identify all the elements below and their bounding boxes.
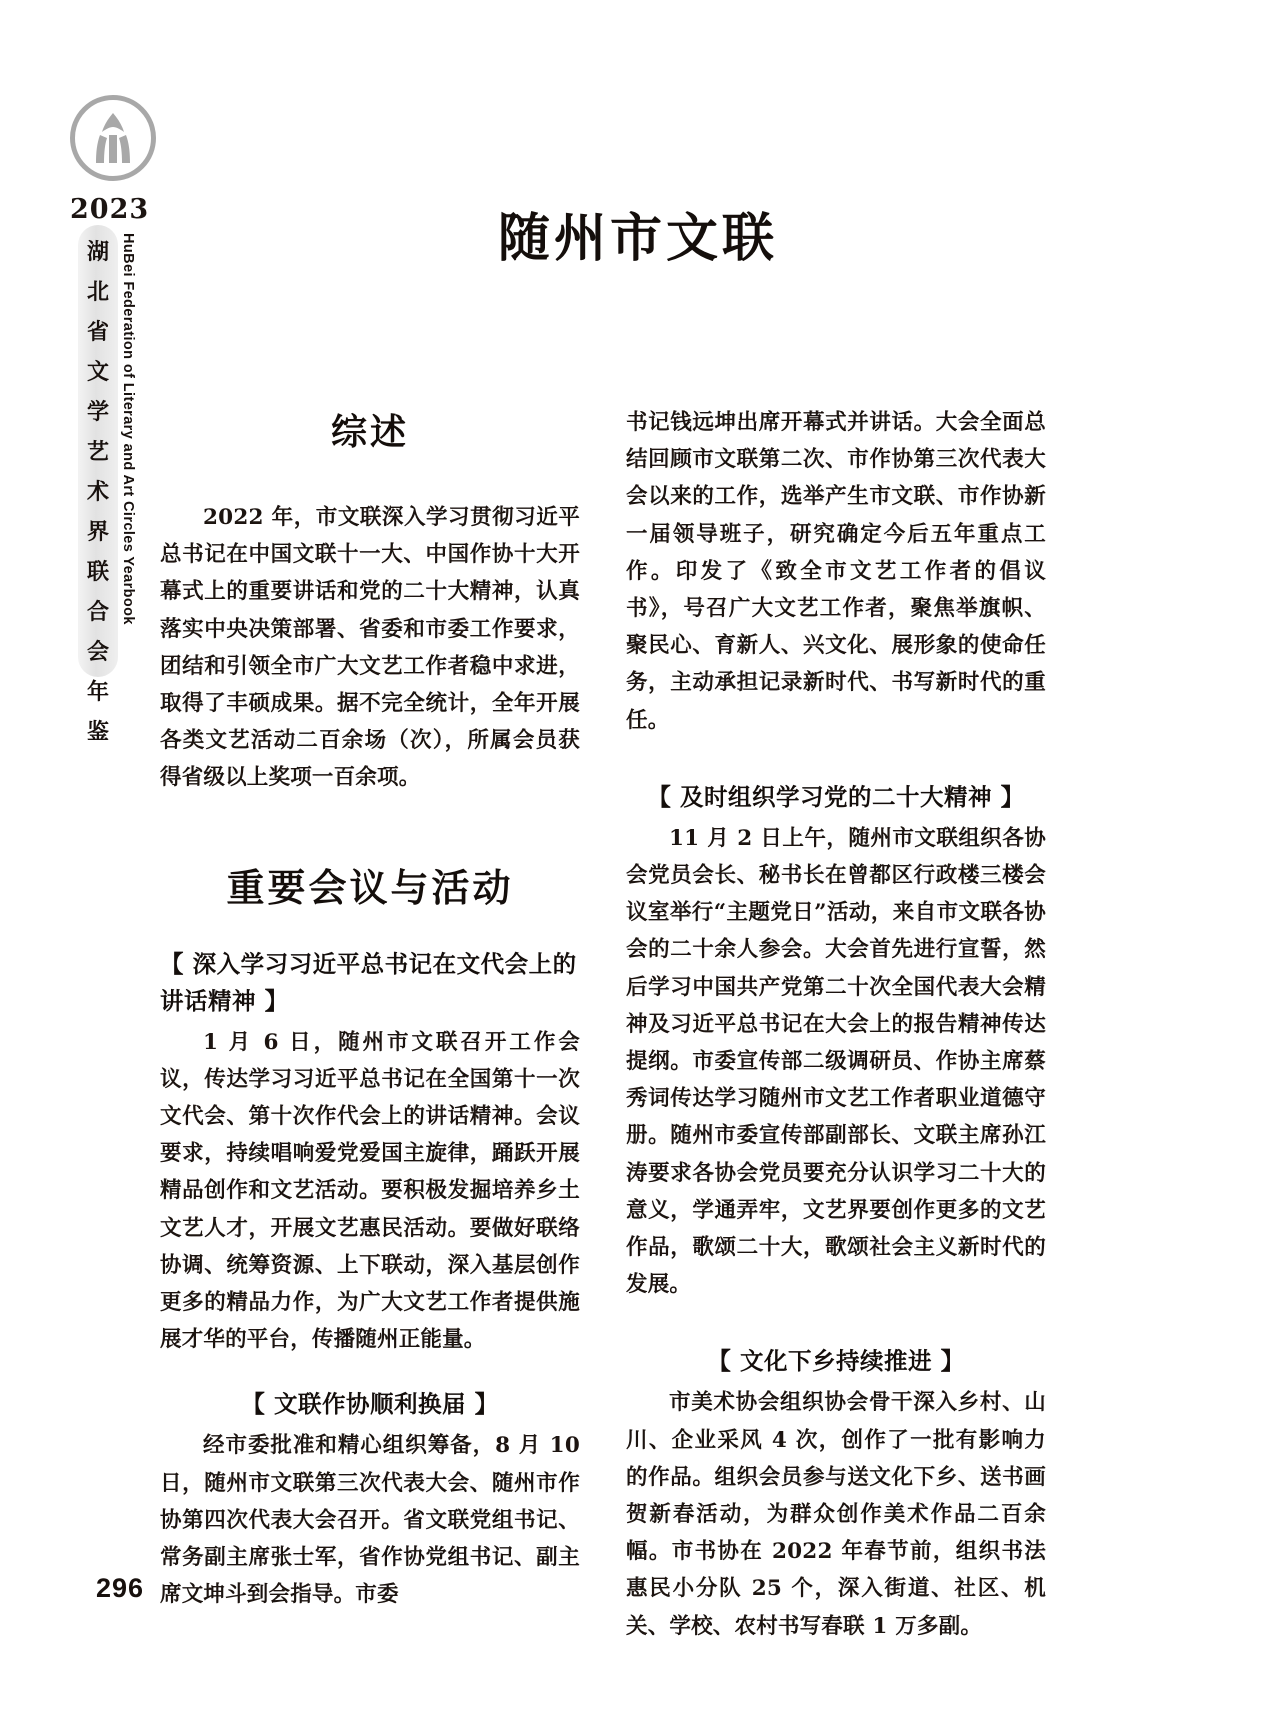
subsection-heading-3: 【 文化下乡持续推进 】 bbox=[707, 1347, 965, 1376]
page-number: 296 bbox=[96, 1573, 145, 1603]
page-title: 随州市文联 bbox=[497, 208, 778, 269]
spine-title-char: 会 bbox=[86, 640, 109, 665]
continuation-paragraph: 书记钱远坤出席开幕式并讲话。大会全面总结回顾市文联第二次、市作协第三次代表大会以来的工作，选举产生市文联、市作协新一届领导班子，研究确定今后五年重点工作。印发了《致全市文艺工作者的倡议书》，号召广大文艺工作者，聚焦举旗帜、聚民心、育新人、兴文化、展形象的使命任务，主动承担记录新时代、书写新时代的重任。 bbox=[626, 410, 1046, 733]
spine-title-char: 界 bbox=[86, 520, 109, 545]
subsection-paragraph-2: 11 月 2 日上午，随州市文联组织各协会党员会长、秘书长在曾都区行政楼三楼会议室举行“主题党日”活动，来自市文联各协会的二十余人参会。大会首先进行宣誓，然后学习中国共产党第二十次全国代表大会精神及习近平总书记在大会上的报告精神传达提纲。市委宣传部二级调研员、作协主席蔡秀词传达学习随州市文艺工作者职业道德守册。随州市委宣传部副部长、文联主席孙江涛要求各协会党员要充分认识学习二十大的意义，学通弄牢，文艺界要创作更多的文艺作品，歌颂二十大，歌颂社会主义新时代的发展。 bbox=[626, 825, 1046, 1298]
overview-paragraph: 2022 年，市文联深入学习贯彻习近平总书记在中国文联十一大、中国作协十大开幕式上的重要讲话和党的二十大精神，认真落实中央决策部署、省委和市委工作要求，团结和引领全市广大文艺工作者稳中求进，取得了丰硕成果。据不完全统计，全年开展各类文艺活动二百余场（次），所属会员获得省级以上奖项一百余项。 bbox=[160, 505, 580, 791]
subsection-heading-2: 【 及时组织学习党的二十大精神 】 bbox=[647, 782, 1025, 811]
subsection-paragraph-1: 经市委批准和精心组织筹备，8 月 10 日，随州市文联第三次代表大会、随州市作协第四次代表大会召开。省文联党组书记、常务副主席张士军，省作协党组书记、副主席文坤斗到会指导。市委 bbox=[160, 1433, 580, 1608]
right-column bbox=[626, 404, 1046, 1655]
spacer bbox=[626, 749, 1046, 779]
subsection-paragraph-3: 市美术协会组织协会骨干深入乡村、山川、企业采风 4 次，创作了一批有影响力的作品。组织会员参与送文化下乡、送书画贺新春活动，为群众创作美术作品二百余幅。市书协在 2022 年春节前，组织书法惠民小分队 25 个，深入街道、社区、机关、学校、农村书写春联 1 万多副。 bbox=[626, 1390, 1046, 1639]
left-column bbox=[160, 404, 580, 1623]
spine-title-char: 鉴 bbox=[86, 720, 109, 745]
spine-title-char: 术 bbox=[86, 480, 109, 505]
spine-title-cn bbox=[80, 233, 116, 753]
subsection-heading-1: 【 文联作协顺利换届 】 bbox=[241, 1390, 499, 1419]
spine-title-char: 湖 bbox=[86, 240, 109, 265]
spine-title-char: 联 bbox=[86, 560, 109, 585]
spine-title-char: 年 bbox=[86, 680, 109, 705]
spine-title-char: 合 bbox=[86, 600, 109, 625]
spacer bbox=[160, 1368, 580, 1386]
spine-title-char: 省 bbox=[86, 320, 109, 345]
spine-title-char: 学 bbox=[86, 400, 109, 425]
year-label: 2023 bbox=[70, 194, 150, 225]
subsection-heading-0: 【 深入学习习近平总书记在文代会上的讲话精神 】 bbox=[160, 949, 577, 1015]
spine-title-char: 北 bbox=[86, 280, 109, 305]
heading-overview: 综述 bbox=[330, 412, 409, 453]
spine-title-en: HuBei Federation of Literary and Art Circles Yearbook bbox=[120, 233, 136, 625]
subsection-paragraph-0: 1 月 6 日，随州市文联召开工作会议，传达学习习近平总书记在全国第十一次文代会、第十次作代会上的讲话精神。会议要求，持续唱响爱党爱国主旋律，踊跃开展精品创作和文艺活动。要积极发掘培养乡土文艺人才，开展文艺惠民活动。要做好联络协调、统筹资源、上下联动，深入基层创作更多的精品力作，为广大文艺工作者提供施展才华的平台，传播随州正能量。 bbox=[160, 1029, 580, 1353]
heading-major-meetings: 重要会议与活动 bbox=[226, 865, 514, 910]
yearbook-emblem-icon bbox=[70, 95, 156, 181]
logo bbox=[70, 95, 160, 190]
spine-title-char: 艺 bbox=[86, 440, 109, 465]
spacer bbox=[626, 1313, 1046, 1343]
spine-title-char: 文 bbox=[86, 360, 109, 385]
